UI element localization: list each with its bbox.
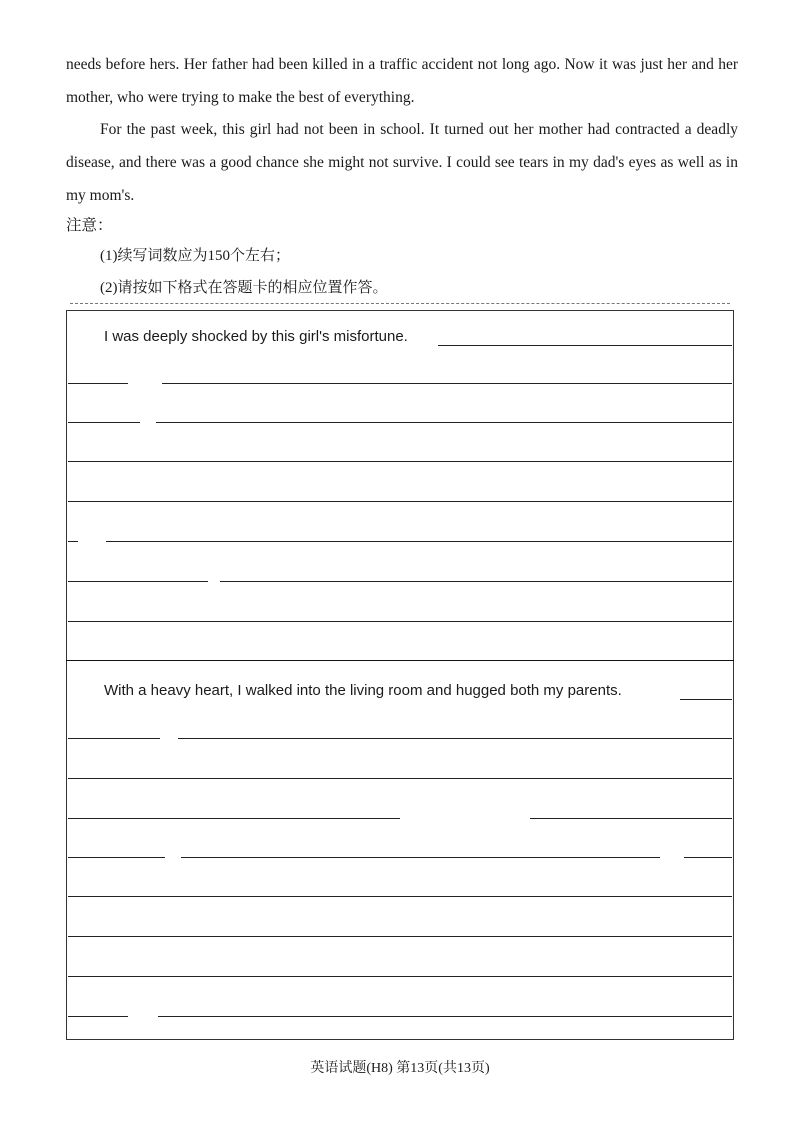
writing-line[interactable] [68,896,732,897]
writing-line[interactable] [68,541,732,542]
scan-gap [140,420,156,424]
passage-paragraph-1: needs before hers. Her father had been killed in a traffic accident not long ago. Now it was just her and her mother, who were trying to make the best of everything. [66,56,738,106]
scan-gap [208,579,220,583]
writing-line[interactable] [68,581,732,582]
answer-box [66,310,734,1040]
writing-line[interactable] [68,936,732,937]
scan-gap [78,539,106,543]
scan-gap [165,855,181,859]
scan-gap [128,381,162,385]
writing-line[interactable] [68,621,732,622]
paragraph-2-opening-sentence: With a heavy heart, I walked into the living room and hugged both my parents. [104,682,622,699]
note-item-1: (1)续写词数应为150个左右； [100,248,290,264]
writing-line[interactable] [68,461,732,462]
passage-paragraph-2: For the past week, this girl had not been in school. It turned out her mother had contracted a deadly disease, and there was a good chance she might not survive. I could see tears in my dad's eyes as well as in my mom's. [66,121,738,204]
note-item-2: (2)请按如下格式在答题卡的相应位置作答。 [100,280,388,296]
writing-line[interactable] [68,422,732,423]
paragraph-1-opening-sentence: I was deeply shocked by this girl's misfortune. [104,328,408,345]
writing-line[interactable] [68,778,732,779]
opening-2-answer-line[interactable] [680,699,732,700]
section-divider [66,660,734,661]
scan-gap [128,1014,158,1018]
writing-line[interactable] [68,501,732,502]
opening-1-answer-line[interactable] [438,345,732,346]
writing-line[interactable] [68,976,732,977]
notes-title: 注意： [66,217,113,234]
box-top-dashed [70,303,730,304]
writing-line[interactable] [68,1016,732,1017]
scan-gap [400,816,530,820]
scan-gap [660,855,684,859]
writing-line[interactable] [68,383,732,384]
page-footer: 英语试题(H8) 第13页(共13页) [310,1061,490,1076]
scan-gap [160,736,178,740]
